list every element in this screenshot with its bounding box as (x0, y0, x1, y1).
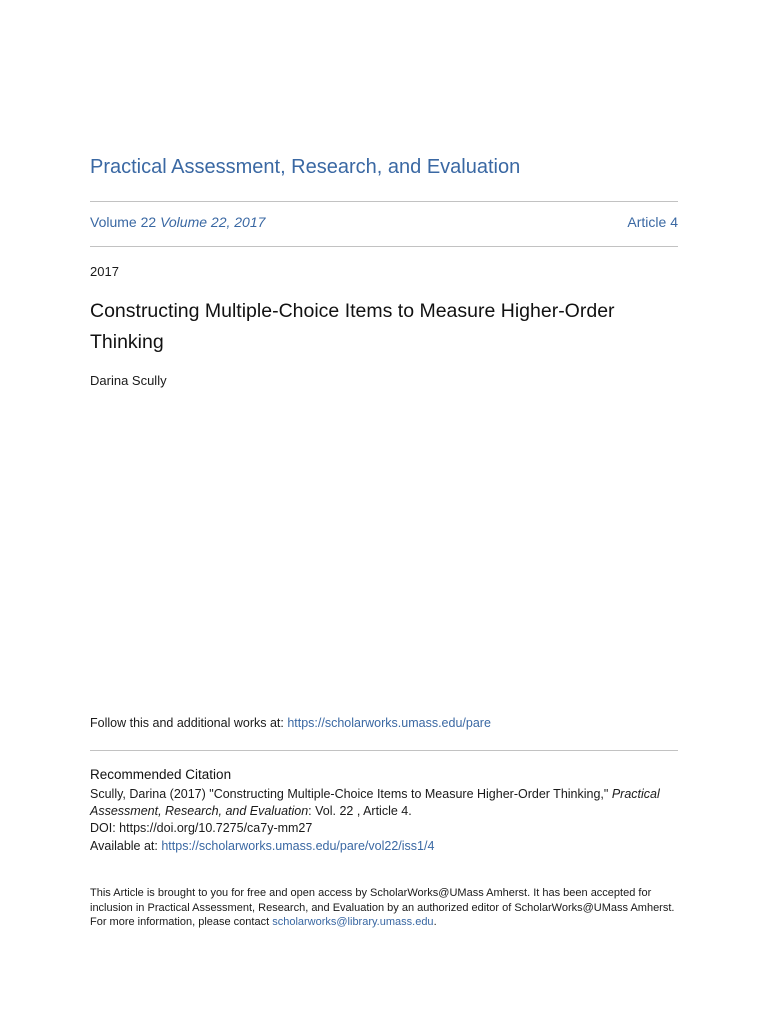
divider-citation (90, 750, 678, 751)
publication-year: 2017 (90, 264, 119, 279)
follow-text: Follow this and additional works at: (90, 716, 288, 730)
recommended-citation-heading: Recommended Citation (90, 767, 232, 782)
citation-available-link[interactable]: https://scholarworks.umass.edu/pare/vol22/iss1/4 (161, 838, 435, 853)
article-title: Constructing Multiple-Choice Items to Measure Higher-Order Thinking (90, 300, 615, 353)
access-notice (90, 886, 678, 930)
contact-email-link[interactable]: scholarworks@library.umass.edu (272, 916, 434, 929)
divider-volume (90, 246, 678, 247)
volume-info (90, 214, 265, 230)
citation-doi: DOI: https://doi.org/10.7275/ca7y-mm27 (90, 821, 313, 836)
citation-volume: : Vol. 22 , Article 4. (308, 804, 412, 819)
journal-title-link[interactable]: Practical Assessment, Research, and Evaluation (90, 156, 521, 178)
citation-journal-a: Practical (611, 787, 660, 801)
follow-line (90, 716, 491, 730)
follow-link[interactable]: https://scholarworks.umass.edu/pare (287, 716, 491, 730)
citation-text: Scully, Darina (2017) "Constructing Multiple-Choice Items to Measure Higher-Order Thinking," (90, 787, 612, 801)
notice-text: This Article is brought to you for free and open access by ScholarWorks@UMass Amherst. It has been accepted for inclusion in Practical Assessment, Research, and Evaluation by an authorized editor of ScholarWorks@UMass Amherst. For more information, please contact (90, 887, 675, 929)
divider-top (90, 201, 678, 202)
citation-journal-b: Assessment, Research, and Evaluation (90, 804, 309, 819)
author-name: Darina Scully (90, 373, 167, 388)
article-number-link[interactable]: Article 4 (627, 214, 678, 230)
notice-end: . (433, 916, 437, 929)
volume-year-link[interactable]: Volume 22, 2017 (160, 214, 266, 230)
citation-available-label: Available at: (90, 838, 162, 853)
volume-link[interactable]: Volume 22 (90, 214, 157, 230)
volume-row (90, 214, 678, 230)
citation-block (90, 786, 678, 855)
